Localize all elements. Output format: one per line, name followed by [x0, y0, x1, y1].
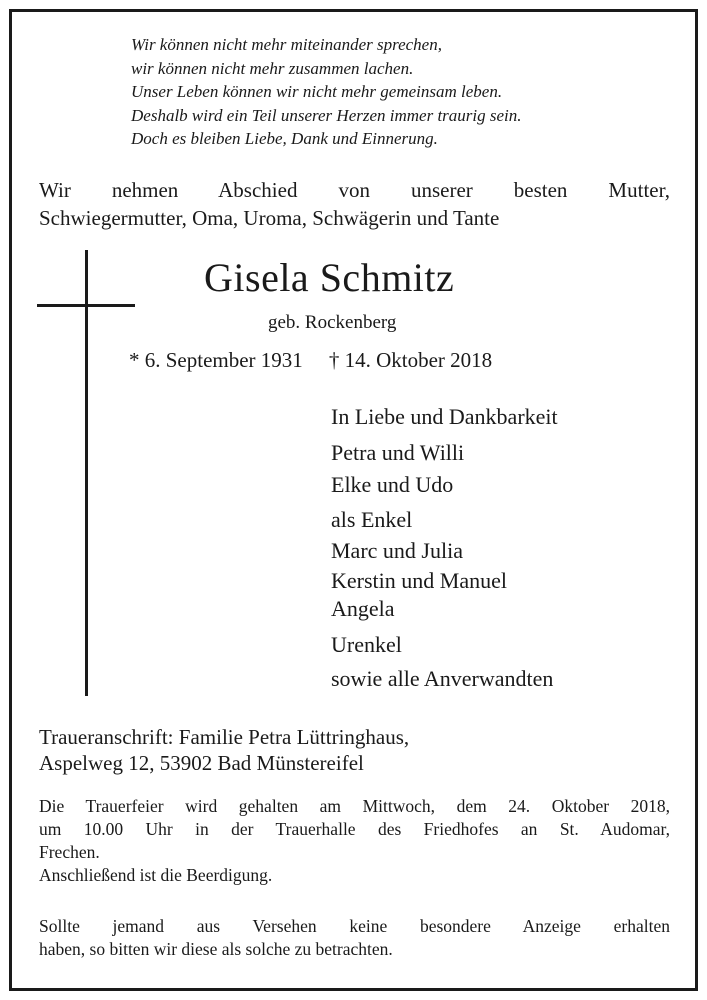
mourners-line: In Liebe und Dankbarkeit: [331, 404, 558, 429]
address-line: Traueranschrift: Familie Petra Lüttringhaus,: [39, 725, 410, 749]
intro-line: Schwiegermutter, Oma, Uroma, Schwägerin und Tante: [39, 206, 500, 230]
mourners-line: Marc und Julia: [331, 538, 463, 563]
mourners-line: Petra und Willi: [331, 440, 465, 465]
poem-line: Doch es bleiben Liebe, Dank und Einnerung.: [131, 129, 438, 148]
closing-line: haben, so bitten wir diese als solche zu betrachten.: [39, 939, 393, 959]
ceremony-line: um 10.00 Uhr in der Trauerhalle des Friedhofes an St. Audomar,: [39, 819, 670, 839]
ceremony-line: Anschließend ist die Beerdigung.: [39, 865, 273, 885]
mourners-line: Urenkel: [331, 632, 402, 657]
maiden-name: geb. Rockenberg: [268, 312, 397, 333]
ceremony-line: Die Trauerfeier wird gehalten am Mittwoch, dem 24. Oktober 2018,: [39, 796, 670, 816]
poem-line: wir können nicht mehr zusammen lachen.: [131, 58, 414, 78]
funeral-ceremony-info: [39, 795, 670, 887]
deceased-name: Gisela Schmitz: [204, 255, 455, 300]
mourners-line: sowie alle Anverwandten: [331, 666, 554, 691]
life-dates: [129, 346, 492, 374]
intro-line: Wir nehmen Abschied von unserer besten Mutter,: [39, 178, 670, 202]
mourning-address: [39, 724, 409, 776]
farewell-intro: [39, 176, 670, 232]
mourners-line: Kerstin und Manuel: [331, 568, 507, 593]
memorial-poem: [131, 33, 691, 151]
poem-line: Wir können nicht mehr miteinander sprechen,: [131, 35, 442, 54]
mourners-line: Angela: [331, 596, 395, 621]
closing-line: Sollte jemand aus Versehen keine besondere Anzeige erhalten: [39, 916, 670, 936]
ceremony-line: Frechen.: [39, 842, 100, 862]
closing-note: [39, 915, 670, 961]
death-date: † 14. Oktober 2018: [328, 348, 493, 372]
poem-line: Deshalb wird ein Teil unserer Herzen immer traurig sein.: [131, 105, 522, 125]
birth-date: * 6. September 1931: [129, 348, 303, 372]
cross-icon-bar: [37, 304, 135, 307]
mourners-line: als Enkel: [331, 507, 413, 532]
cross-icon: [85, 250, 88, 696]
mourners-line: Elke und Udo: [331, 472, 454, 497]
address-line: Aspelweg 12, 53902 Bad Münstereifel: [39, 751, 364, 775]
poem-line: Unser Leben können wir nicht mehr gemeinsam leben.: [131, 82, 503, 101]
